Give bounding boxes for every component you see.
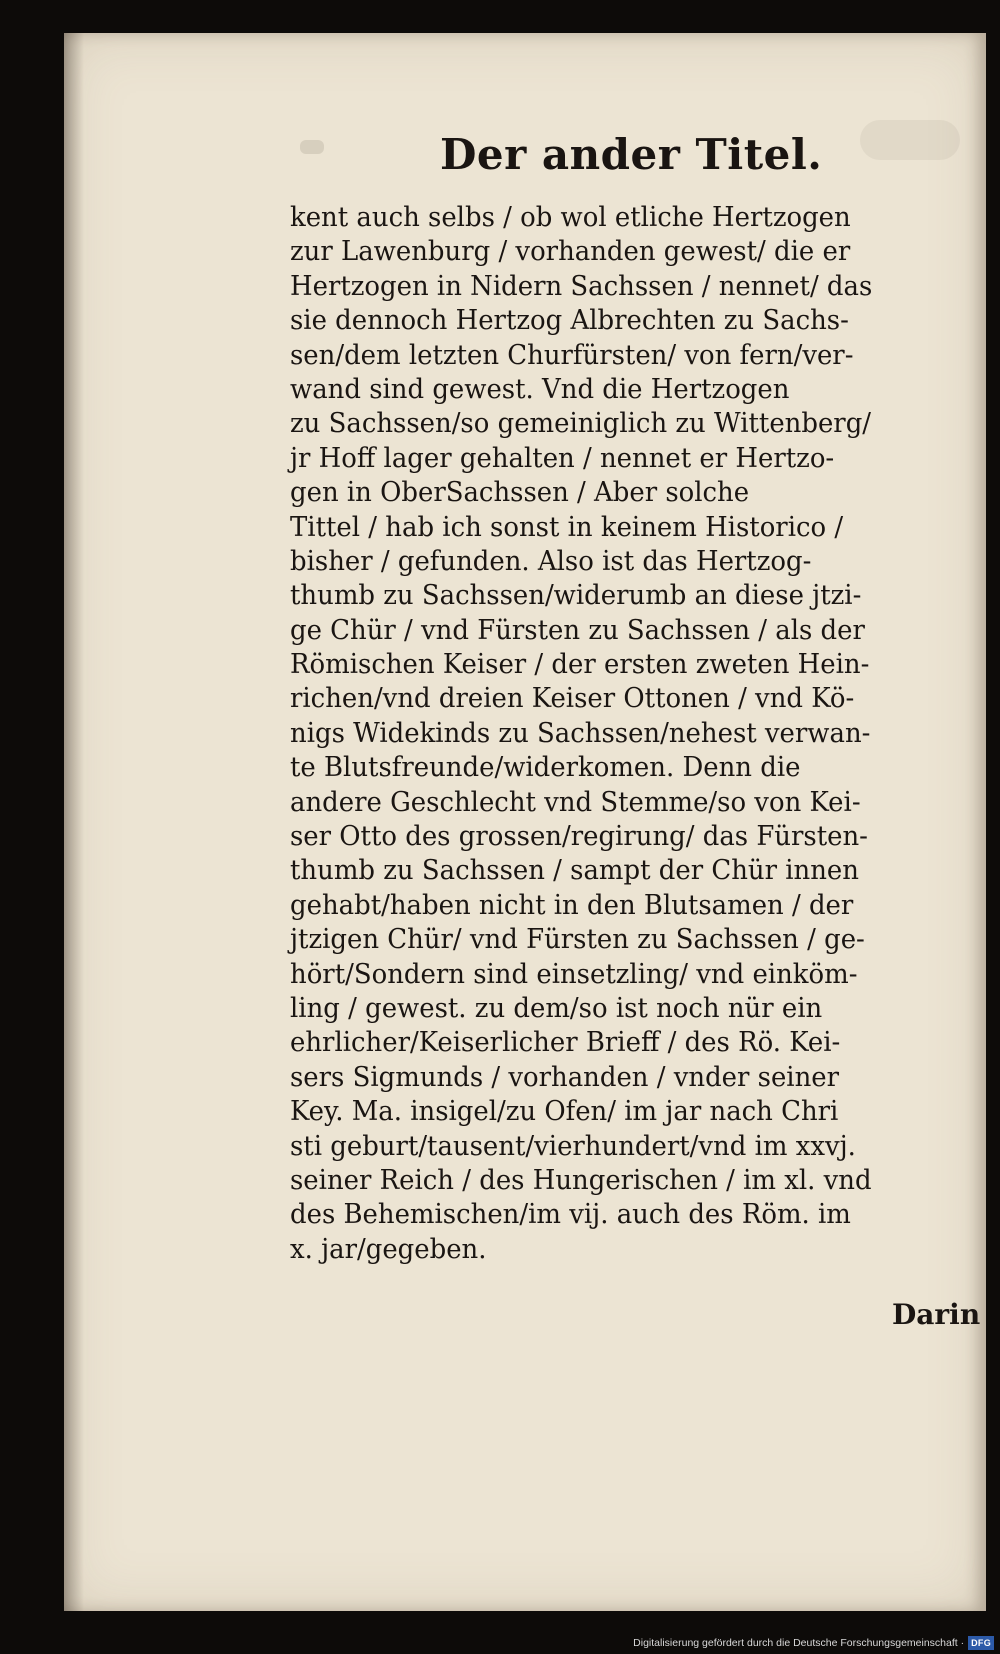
text-line: thumb zu Sachssen/widerumb an diese jtzi- xyxy=(290,579,862,612)
text-line: Tittel / hab ich sonst in keinem Historico / xyxy=(290,510,844,543)
text-line: des Behemischen/im vij. auch des Röm. im xyxy=(290,1198,851,1231)
dfg-logo: DFG xyxy=(968,1636,994,1650)
text-line: ser Otto des grossen/regirung/ das Fürsten- xyxy=(290,820,868,853)
text-line: sti geburt/tausent/vierhundert/vnd im xxvj. xyxy=(290,1129,856,1162)
text-line: gehabt/haben nicht in den Blutsamen / der xyxy=(290,888,854,921)
text-line: Key. Ma. insigel/zu Ofen/ im jar nach Chri xyxy=(290,1095,839,1128)
text-line: ling / gewest. zu dem/so ist noch nür ein xyxy=(290,991,823,1024)
running-head: Der ander Titel. xyxy=(440,130,823,179)
text-line: gen in OberSachssen / Aber solche xyxy=(290,476,750,509)
text-line: Römischen Keiser / der ersten zweten Hein- xyxy=(290,648,870,681)
show-through-stain xyxy=(860,120,960,160)
body-text xyxy=(290,200,990,1266)
text-line: jtzigen Chür/ vnd Fürsten zu Sachssen / ge- xyxy=(290,923,865,956)
text-line: ge Chür / vnd Fürsten zu Sachssen / als der xyxy=(290,613,865,646)
text-line: ehrlicher/Keiserlicher Brieff / des Rö. Kei- xyxy=(290,1026,841,1059)
text-line: x. jar/gegeben. xyxy=(290,1232,487,1265)
text-line: wand sind gewest. Vnd die Hertzogen xyxy=(290,372,790,405)
text-line: te Blutsfreunde/widerkomen. Denn die xyxy=(290,751,801,784)
ink-bleed-mark xyxy=(300,140,324,154)
text-line: jr Hoff lager gehalten / nennet er Hertzo- xyxy=(290,441,835,474)
text-line: andere Geschlecht vnd Stemme/so von Kei- xyxy=(290,785,861,818)
text-line: kent auch selbs / ob wol etliche Hertzogen xyxy=(290,201,851,233)
text-line: seiner Reich / des Hungerischen / im xl. vnd xyxy=(290,1163,872,1196)
text-line: zu Sachssen/so gemeiniglich zu Wittenberg/ xyxy=(290,407,872,440)
text-line: hört/Sondern sind einsetzling/ vnd einköm- xyxy=(290,957,858,990)
text-line: sen/dem letzten Churfürsten/ von fern/ver- xyxy=(290,338,854,371)
text-line: Hertzogen in Nidern Sachssen / nennet/ das xyxy=(290,269,873,302)
text-line: nigs Widekinds zu Sachssen/nehest verwan- xyxy=(290,716,871,749)
digitization-footer xyxy=(633,1634,994,1652)
text-line: sie dennoch Hertzog Albrechten zu Sachs- xyxy=(290,304,849,337)
text-line: thumb zu Sachssen / sampt der Chür innen xyxy=(290,854,859,887)
gutter-shadow xyxy=(64,33,84,1611)
catchword: Darin xyxy=(892,1298,981,1331)
funding-note: Digitalisierung gefördert durch die Deutsche Forschungsgemeinschaft · xyxy=(633,1637,965,1649)
text-line: bisher / gefunden. Also ist das Hertzog- xyxy=(290,544,812,577)
text-line: sers Sigmunds / vorhanden / vnder seiner xyxy=(290,1060,840,1093)
text-line: richen/vnd dreien Keiser Ottonen / vnd Kö- xyxy=(290,682,855,715)
text-line: zur Lawenburg / vorhanden gewest/ die er xyxy=(290,235,851,268)
